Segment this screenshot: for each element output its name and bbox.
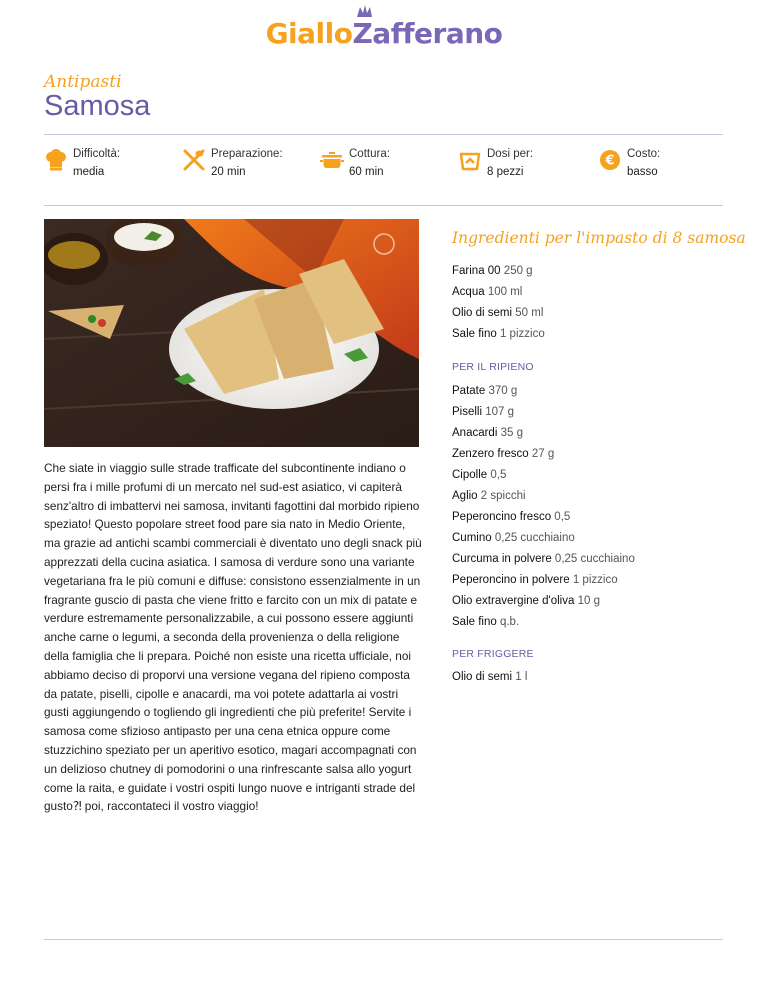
ingredient-name[interactable]: Acqua xyxy=(452,286,485,298)
recipe-photo xyxy=(44,219,419,447)
stat-label: Dosi per: xyxy=(487,148,534,160)
stat-value: 20 min xyxy=(211,166,246,178)
svg-text:€: € xyxy=(605,153,615,169)
ingredient-item xyxy=(452,549,732,570)
recipe-intro: Che siate in viaggio sulle strade trafficate del subcontinente indiano o persi fra i mille profumi di un mercato nel sud-est asiatico, vi capiterà senz'altro di imbattervi nei samosa, invitanti fagottini dal morbido ripieno speziato! Questo popolare street food pare sia nato in Medio Oriente, ma grazie ad antichi scambi commerciali è diventato uno degli snack più apprezzati della cucina asiatica. I samosa di verdure sono una variante vegetariana fra le più comuni e diffuse: consistono essenzialmente in un fragrante guscio di pasta che viene fritto e farcito con un mix di patate e verdure estremamente personalizzabile, a cui possono essere aggiunti anche carne o legumi, a seconda della provenienza o della religione della famiglia che li prepara. Poiché non esiste una ricetta ufficiale, noi abbiamo deciso di proporvi una versione vegana del ripieno composta da patate, piselli, cipolle e anacardi, ma voi potete adattarla ai vostri gusti aggiungendo o togliendo gli ingredienti che più preferite! Servite i samosa come sfizioso antipasto per una cena etnica oppure come stuzzichino speziato per un aperitivo esotico, magari accompagnati con un delizioso chutney di pomodorini o una rinfrescante salsa allo yogurt come la raita, e guidate i vostri ospiti lungo nuove e intriganti strade del gusto⁈ poi, raccontateci il vostro viaggio! xyxy=(44,461,422,814)
ingredient-item xyxy=(452,667,732,688)
stat-label: Cottura: xyxy=(349,148,390,160)
logo-part-z: Z xyxy=(352,17,372,50)
logo-flower-icon xyxy=(354,3,374,19)
divider-middle xyxy=(44,205,723,206)
ingredient-qty: 50 ml xyxy=(515,307,544,319)
ingredient-qty: q.b. xyxy=(499,616,520,628)
portion-icon xyxy=(458,148,482,172)
ingredient-qty: 2 spicchi xyxy=(480,490,526,502)
ingredient-name[interactable]: Aglio xyxy=(452,490,478,502)
divider-top xyxy=(44,134,723,135)
ingredient-item xyxy=(452,261,732,282)
ingredient-item xyxy=(452,402,732,423)
stat-value: 60 min xyxy=(349,166,384,178)
ingredient-item xyxy=(452,303,732,324)
section-filling-title: PER IL RIPIENO xyxy=(452,361,534,373)
divider-bottom xyxy=(44,939,723,940)
ingredient-name[interactable]: Cumino xyxy=(452,532,492,544)
stat-value: media xyxy=(73,166,105,178)
chef-hat-icon xyxy=(44,148,68,172)
ingredient-name[interactable]: Sale fino xyxy=(452,616,497,628)
ingredient-item xyxy=(452,591,732,612)
ingredient-qty: 370 g xyxy=(488,385,518,397)
ingredients-fry-list xyxy=(452,667,732,688)
ingredients-filling-list xyxy=(452,381,732,633)
ingredient-item xyxy=(452,423,732,444)
ingredient-name[interactable]: Sale fino xyxy=(452,328,497,340)
ingredient-name[interactable]: Patate xyxy=(452,385,486,397)
recipe-category[interactable]: Antipasti xyxy=(44,72,122,92)
ingredients-title: Ingredienti per l'impasto di 8 samosa xyxy=(452,229,746,247)
stat-label: Preparazione: xyxy=(211,148,283,160)
ingredient-name[interactable]: Olio di semi xyxy=(452,307,513,319)
recipe-title: Samosa xyxy=(44,90,151,122)
ingredient-qty: 1 pizzico xyxy=(572,574,618,586)
ingredient-qty: 250 g xyxy=(503,265,533,277)
ingredient-item xyxy=(452,324,732,345)
ingredient-name[interactable]: Farina 00 xyxy=(452,265,501,277)
ingredient-item xyxy=(452,528,732,549)
ingredient-name[interactable]: Piselli xyxy=(452,406,483,418)
ingredient-name[interactable]: Curcuma in polvere xyxy=(452,553,552,565)
ingredient-qty: 27 g xyxy=(531,448,555,460)
stat-value: basso xyxy=(627,166,658,178)
recipe-stats xyxy=(44,146,724,186)
ingredient-item xyxy=(452,444,732,465)
ingredient-item xyxy=(452,507,732,528)
ingredient-qty: 1 pizzico xyxy=(499,328,545,340)
ingredient-name[interactable]: Olio di semi xyxy=(452,671,513,683)
samosa-image xyxy=(44,219,419,447)
ingredient-name[interactable]: Peperoncino in polvere xyxy=(452,574,570,586)
ingredient-item xyxy=(452,570,732,591)
ingredient-qty: 0,25 cucchiaino xyxy=(554,553,635,565)
ingredients-dough-list xyxy=(452,261,732,345)
ingredient-item xyxy=(452,381,732,402)
stat-value: 8 pezzi xyxy=(487,166,524,178)
pot-icon xyxy=(320,148,344,172)
ingredient-qty: 35 g xyxy=(500,427,523,439)
euro-icon xyxy=(598,148,622,172)
ingredient-qty: 1 l xyxy=(515,671,528,683)
ingredient-item xyxy=(452,465,732,486)
ingredient-name[interactable]: Peperoncino fresco xyxy=(452,511,552,523)
ingredient-qty: 0,25 cucchiaino xyxy=(494,532,575,544)
stat-label: Costo: xyxy=(627,148,661,160)
logo-part-giallo: Giallo xyxy=(265,16,353,50)
ingredient-item xyxy=(452,612,732,633)
ingredient-qty: 0,5 xyxy=(490,469,507,481)
ingredient-qty: 10 g xyxy=(577,595,600,607)
ingredient-item xyxy=(452,486,732,507)
ingredient-name[interactable]: Anacardi xyxy=(452,427,498,439)
ingredient-name[interactable]: Olio extravergine d'oliva xyxy=(452,595,575,607)
logo-part-afferano: afferano xyxy=(372,16,503,50)
ingredient-name[interactable]: Zenzero fresco xyxy=(452,448,529,460)
ingredient-qty: 107 g xyxy=(485,406,515,418)
section-fry-title: PER FRIGGERE xyxy=(452,648,534,660)
ingredient-item xyxy=(452,282,732,303)
brand-logo[interactable] xyxy=(0,8,768,58)
ingredient-name[interactable]: Cipolle xyxy=(452,469,488,481)
ingredient-qty: 100 ml xyxy=(487,286,523,298)
stat-label: Difficoltà: xyxy=(73,148,121,160)
ingredient-qty: 0,5 xyxy=(554,511,571,523)
utensils-icon xyxy=(182,148,206,172)
